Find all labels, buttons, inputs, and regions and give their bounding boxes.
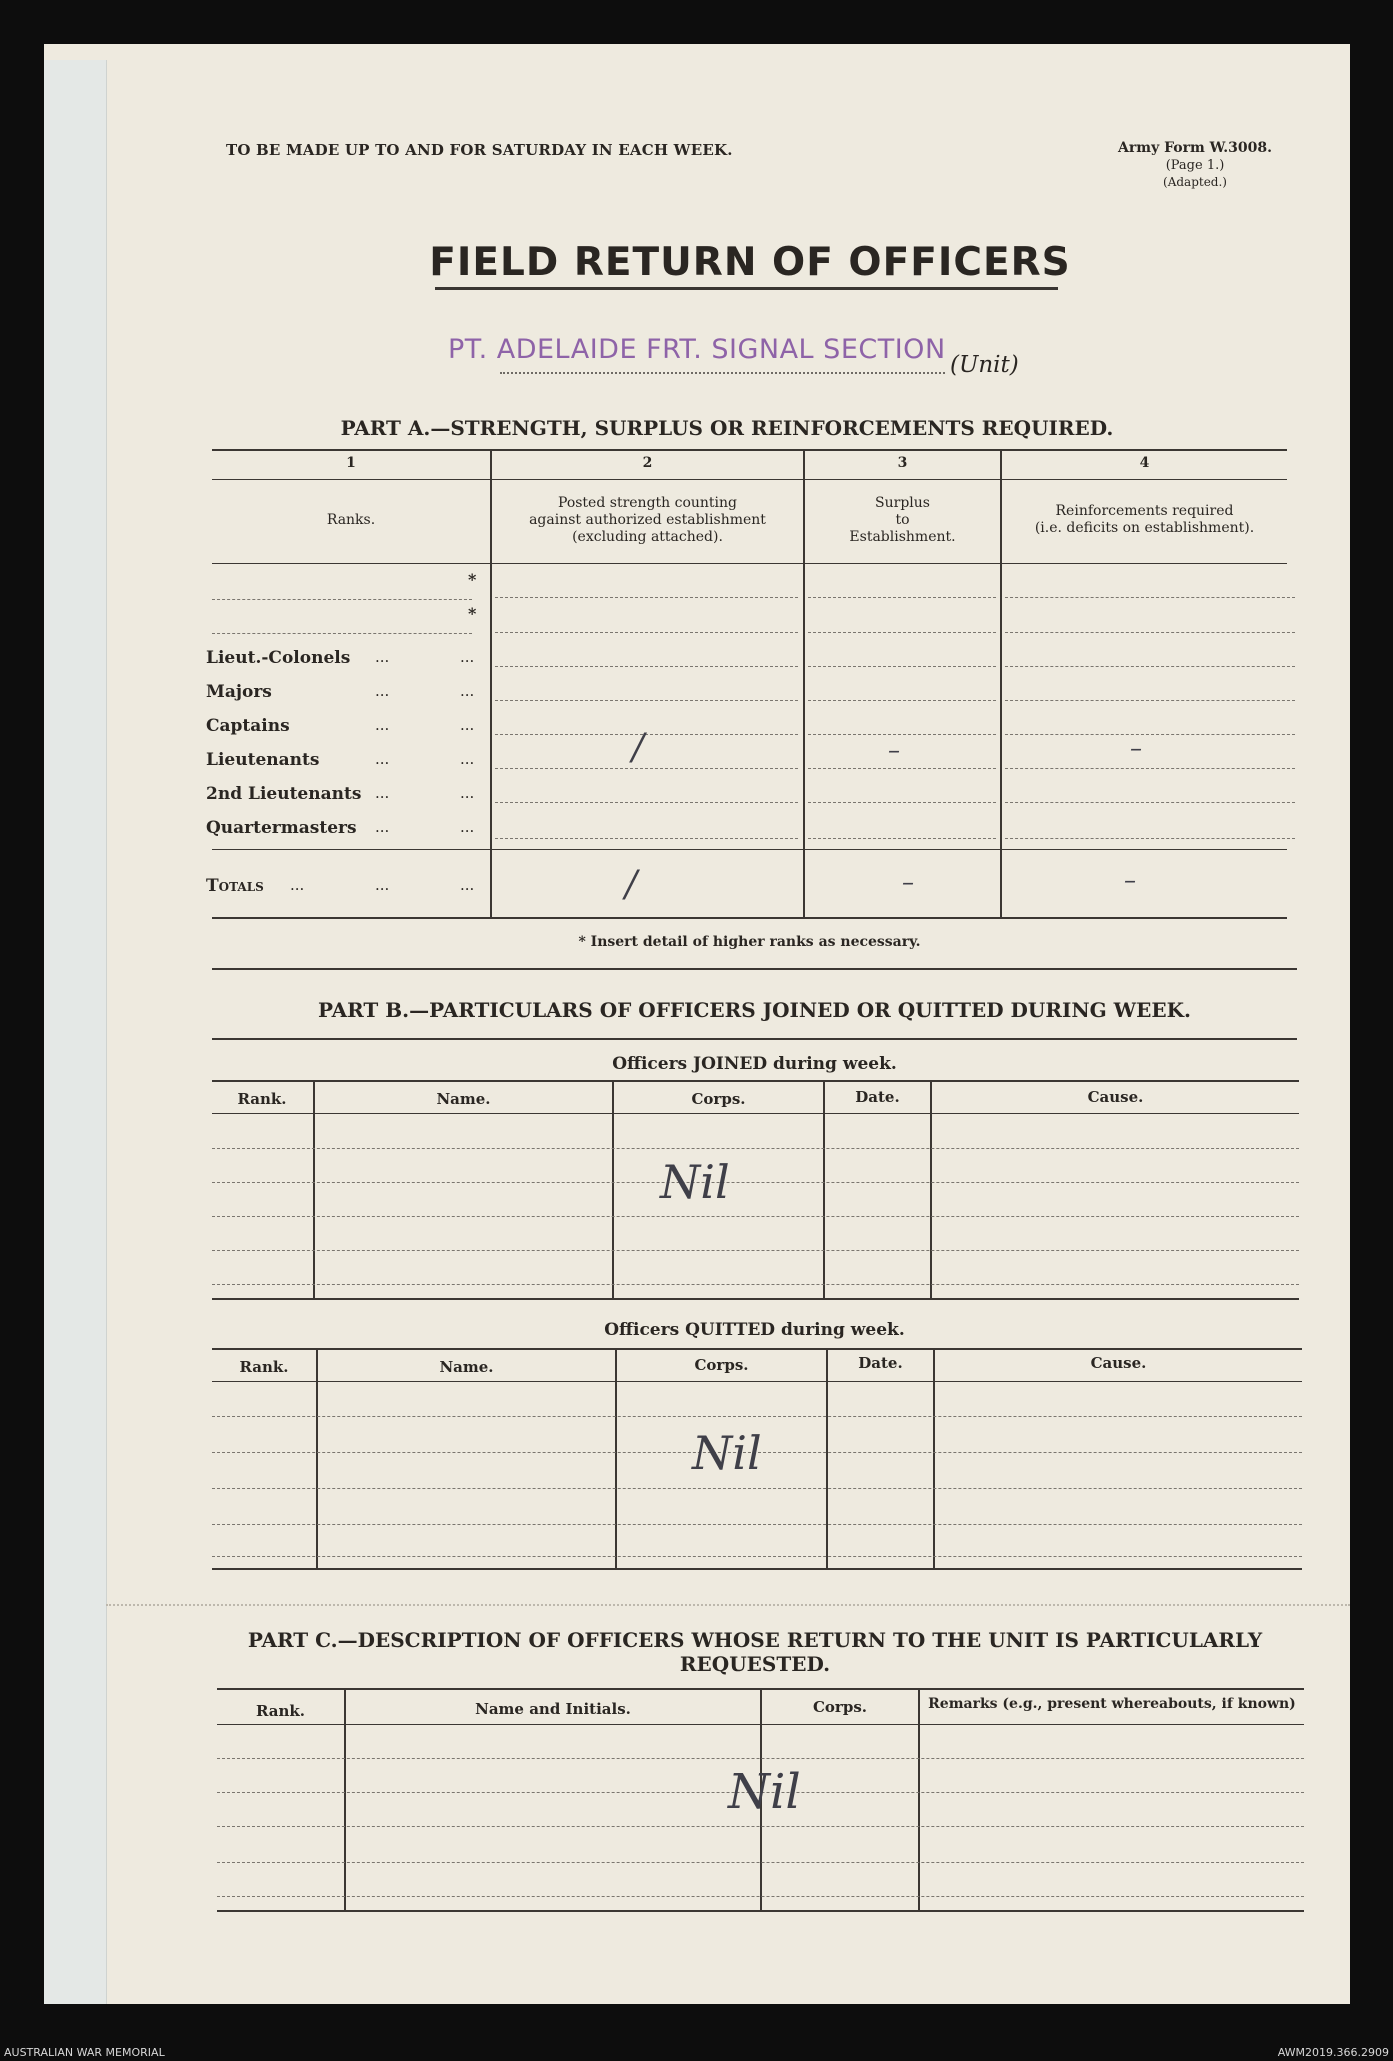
posted-dotline-5: [495, 734, 798, 735]
ellipsis-4b: ...: [460, 750, 475, 768]
joined-divider-3: [823, 1080, 825, 1298]
col-number-1: 1: [346, 455, 356, 471]
part-c-col-rank: Rank.: [255, 1702, 306, 1720]
joined-top-rule: [212, 1080, 1299, 1082]
joined-divider-2: [612, 1080, 614, 1298]
lieutenants-posted-entry: /: [632, 727, 645, 768]
lieutenants-reinforcements-entry: –: [1130, 734, 1142, 762]
part-c-divider-3: [918, 1688, 920, 1910]
totals-ellipsis-a: ...: [290, 876, 305, 894]
joined-dotline-3: [212, 1216, 1299, 1217]
quitted-col-name: Name.: [439, 1358, 494, 1376]
quitted-divider-2: [615, 1348, 617, 1568]
reinf-dotline-1: [1005, 597, 1295, 598]
col-head-reinf-line2: (i.e. deficits on establishment).: [1034, 520, 1255, 536]
part-c-dotline-5: [217, 1896, 1304, 1897]
joined-dotline-5: [212, 1284, 1299, 1285]
part-a-footnote-rule: [212, 968, 1297, 970]
joined-col-cause: Cause.: [1087, 1088, 1144, 1106]
col-head-surplus-line3: Establishment.: [849, 529, 956, 545]
joined-col-corps: Corps.: [691, 1090, 746, 1108]
col-head-posted-line2: against authorized establishment: [529, 512, 766, 528]
part-c-title-line2: REQUESTED.: [679, 1652, 831, 1676]
surplus-dotline-6: [808, 768, 996, 769]
totals-surplus-entry: –: [902, 868, 914, 896]
part-c-col-name: Name and Initials.: [475, 1700, 631, 1718]
totals-ellipsis-b: ...: [375, 876, 390, 894]
ellipsis-4a: ...: [375, 750, 390, 768]
totals-reinforcements-entry: –: [1124, 866, 1136, 894]
part-c-nil-entry: Nil: [728, 1764, 801, 1820]
ellipsis-2a: ...: [375, 682, 390, 700]
part-b-title: PART B.—PARTICULARS OF OFFICERS JOINED OR QUITTED DURING WEEK.: [318, 998, 1191, 1022]
part-b-title-rule: [212, 1038, 1297, 1040]
joined-head-rule: [212, 1113, 1299, 1114]
posted-dotline-8: [495, 838, 798, 839]
unit-label: (Unit): [950, 352, 1019, 378]
perforation-line: [106, 1604, 1350, 1606]
reinf-dotline-7: [1005, 802, 1295, 803]
unit-stamp: PT. ADELAIDE FRT. SIGNAL SECTION: [448, 334, 946, 365]
quitted-divider-3: [826, 1348, 828, 1568]
col-head-surplus-line1: Surplus: [875, 495, 930, 511]
rank-2nd-lieutenants: 2nd Lieutenants: [206, 784, 362, 804]
col-number-2: 2: [642, 455, 653, 471]
quitted-nil-entry: Nil: [692, 1426, 762, 1480]
reinf-dotline-6: [1005, 768, 1295, 769]
part-c-dotline-4: [217, 1862, 1304, 1863]
posted-dotline-4: [495, 700, 798, 701]
part-a-head-rule: [212, 563, 1287, 564]
posted-dotline-3: [495, 666, 798, 667]
form-adapted: (Adapted.): [1163, 175, 1227, 189]
ellipsis-3a: ...: [375, 716, 390, 734]
surplus-dotline-5: [808, 734, 996, 735]
quitted-head-rule: [212, 1381, 1302, 1382]
col-head-ranks: Ranks.: [326, 512, 376, 528]
posted-dotline-7: [495, 802, 798, 803]
part-a-footnote: * Insert detail of higher ranks as necessary.: [578, 934, 921, 950]
quitted-dotline-5: [212, 1556, 1302, 1557]
reinf-dotline-2: [1005, 632, 1295, 633]
col-head-posted: [492, 495, 803, 546]
rank-lieut-colonels: Lieut.-Colonels: [206, 648, 351, 668]
joined-dotline-2: [212, 1182, 1299, 1183]
surplus-dotline-4: [808, 700, 996, 701]
col-head-reinforcements: [1002, 503, 1287, 537]
form-number: Army Form W.3008.: [1118, 140, 1272, 156]
joined-bottom-rule: [212, 1298, 1299, 1300]
col-number-3: 3: [897, 455, 908, 471]
part-a-bottom-rule: [212, 917, 1287, 919]
joined-divider-4: [930, 1080, 932, 1298]
part-a-totals-rule: [212, 849, 1287, 850]
col-head-reinf-line1: Reinforcements required: [1055, 503, 1234, 519]
part-c-dotline-1: [217, 1758, 1304, 1759]
quitted-col-date: Date.: [858, 1354, 903, 1372]
posted-dotline-2: [495, 632, 798, 633]
surplus-dotline-7: [808, 802, 996, 803]
col-head-surplus-line2: to: [895, 512, 910, 528]
footer-institution: AUSTRALIAN WAR MEMORIAL: [4, 2046, 165, 2059]
reinf-dotline-8: [1005, 838, 1295, 839]
joined-col-name: Name.: [436, 1090, 491, 1108]
quitted-divider-4: [933, 1348, 935, 1568]
posted-dotline-1: [495, 597, 798, 598]
joined-nil-entry: Nil: [660, 1155, 730, 1209]
part-c-col-corps: Corps.: [812, 1698, 867, 1716]
higher-rank-star-2: *: [468, 604, 477, 623]
col-number-4: 4: [1139, 455, 1150, 471]
part-a-title: PART A.—STRENGTH, SURPLUS OR REINFORCEMENTS REQUIRED.: [340, 416, 1114, 440]
reinf-dotline-3: [1005, 666, 1295, 667]
posted-dotline-6: [495, 768, 798, 769]
ranks-dotline-1: [212, 599, 472, 600]
quitted-col-rank: Rank.: [239, 1358, 289, 1376]
quitted-dotline-1: [212, 1416, 1302, 1417]
col-head-posted-line1: Posted strength counting: [557, 495, 738, 511]
rank-lieutenants: Lieutenants: [206, 750, 320, 770]
unit-dotted-line: [500, 372, 945, 374]
quitted-col-cause: Cause.: [1090, 1354, 1147, 1372]
quitted-divider-1: [316, 1348, 318, 1568]
ellipsis-2b: ...: [460, 682, 475, 700]
quitted-bottom-rule: [212, 1568, 1302, 1570]
joined-dotline-4: [212, 1250, 1299, 1251]
rank-captains: Captains: [206, 716, 290, 736]
surplus-dotline-1: [808, 597, 996, 598]
rank-majors: Majors: [206, 682, 272, 702]
quitted-title: Officers QUITTED during week.: [604, 1320, 905, 1340]
part-c-divider-1: [344, 1688, 346, 1910]
joined-col-date: Date.: [855, 1088, 900, 1106]
part-c-col-remarks: Remarks (e.g., present whereabouts, if known): [928, 1696, 1296, 1712]
reinf-dotline-4: [1005, 700, 1295, 701]
quitted-top-rule: [212, 1348, 1302, 1350]
part-c-title: [230, 1628, 1280, 1676]
joined-col-rank: Rank.: [237, 1090, 287, 1108]
part-a-colnum-rule: [212, 479, 1287, 480]
part-c-title-line1: PART C.—DESCRIPTION OF OFFICERS WHOSE RETURN TO THE UNIT IS PARTICULARLY: [247, 1628, 1263, 1652]
quitted-dotline-4: [212, 1524, 1302, 1525]
ellipsis-6b: ...: [460, 818, 475, 836]
joined-title: Officers JOINED during week.: [612, 1054, 897, 1074]
totals-label: Totals: [206, 876, 264, 896]
joined-divider-1: [313, 1080, 315, 1298]
quitted-dotline-3: [212, 1488, 1302, 1489]
joined-dotline-1: [212, 1148, 1299, 1149]
part-c-bottom-rule: [217, 1910, 1304, 1912]
title-underline: [435, 287, 1058, 290]
paper-edge-strip: [44, 60, 107, 2004]
form-page: (Page 1.): [1165, 158, 1225, 173]
ellipsis-6a: ...: [375, 818, 390, 836]
header-instruction: TO BE MADE UP TO AND FOR SATURDAY IN EACH WEEK.: [226, 141, 733, 159]
quitted-col-corps: Corps.: [694, 1356, 749, 1374]
totals-posted-entry: /: [625, 864, 638, 905]
rank-quartermasters: Quartermasters: [206, 818, 357, 838]
ellipsis-5b: ...: [460, 784, 475, 802]
col-head-posted-line3: (excluding attached).: [572, 529, 723, 545]
totals-ellipsis-c: ...: [460, 876, 475, 894]
ellipsis-1a: ...: [375, 648, 390, 666]
page-title: FIELD RETURN OF OFFICERS: [429, 240, 1071, 285]
form-number-block: [1110, 140, 1280, 191]
part-a-top-rule: [212, 449, 1287, 451]
ellipsis-3b: ...: [460, 716, 475, 734]
surplus-dotline-8: [808, 838, 996, 839]
lieutenants-surplus-entry: –: [888, 736, 900, 764]
surplus-dotline-2: [808, 632, 996, 633]
ellipsis-1b: ...: [460, 648, 475, 666]
ellipsis-5a: ...: [375, 784, 390, 802]
higher-rank-star-1: *: [468, 570, 477, 589]
reinf-dotline-5: [1005, 734, 1295, 735]
surplus-dotline-3: [808, 666, 996, 667]
part-c-dotline-3: [217, 1826, 1304, 1827]
footer-accession: AWM2019.366.2909: [1277, 2046, 1389, 2059]
ranks-dotline-2: [212, 633, 472, 634]
col-head-surplus: [805, 495, 1000, 546]
